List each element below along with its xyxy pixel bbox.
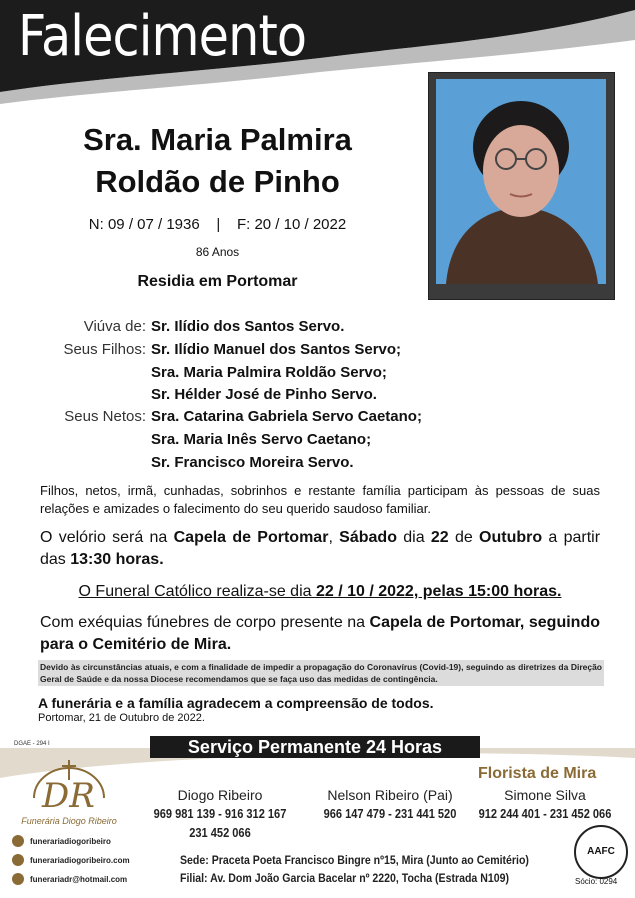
logo-text: Funerária Diogo Ribeiro	[21, 816, 117, 826]
child-name: Sra. Maria Palmira Roldão Servo;	[151, 364, 387, 381]
grandchild-name: Sr. Francisco Moreira Servo.	[151, 454, 354, 471]
exequias-text: Com exéquias fúnebres de corpo presente na Capela de Portomar, seguindo para o Cemitério de Mira.	[40, 614, 600, 653]
member-number: Sócio: 0294	[575, 877, 618, 886]
association-seal: AAFC	[574, 825, 628, 879]
social-website[interactable]: funerariadiogoribeiro.com	[12, 854, 130, 866]
widow-name: Sr. Ilídio dos Santos Servo.	[151, 318, 345, 335]
address-sede: Sede: Praceta Poeta Francisco Bingre nº15, Mira (Junto ao Cemitério)	[180, 853, 529, 867]
wake-text: O velório será na Capela de Portomar, Sábado dia 22 de Outubro a partir das 13:30 horas.	[40, 529, 601, 568]
funeral-home-logo	[14, 758, 124, 830]
child-name: Sr. Ilídio Manuel dos Santos Servo;	[151, 341, 402, 358]
grandchild-name: Sra. Maria Inês Servo Caetano;	[151, 431, 372, 448]
widow-label: Viúva de:	[83, 318, 146, 335]
contact-phone: 969 981 139 - 916 312 167	[153, 806, 287, 821]
child-name: Sr. Hélder José de Pinho Servo.	[151, 386, 377, 403]
contact-name: Nelson Ribeiro (Pai)	[327, 787, 453, 803]
page-title: Falecimento	[18, 4, 307, 69]
contact-name: Diogo Ribeiro	[177, 787, 263, 803]
dgae-code: DGAE - 294 I	[14, 741, 50, 747]
covid-notice: Devido às circunstâncias atuais, e com a finalidade de impedir a propagação do Coronavírus (Covid-19), seguindo as diretrizes da Direção Geral de Saúde e da nossa Diocese recomendamos que se faça uso das medidas de contingência.	[40, 662, 602, 684]
contact-phone: 231 452 066	[189, 825, 251, 840]
facebook-icon	[12, 835, 24, 847]
globe-icon	[12, 854, 24, 866]
address-filial: Filial: Av. Dom João Garcia Bacelar nº 2220, Tocha (Estrada N109)	[180, 871, 509, 885]
deceased-name-line1: Sra. Maria Palmira	[83, 122, 352, 157]
funeral-text: O Funeral Católico realiza-se dia 22 / 10 / 2022, pelas 15:00 horas.	[78, 583, 562, 600]
age: 86 Anos	[195, 245, 240, 259]
residence: Residia em Portomar	[137, 273, 298, 290]
social-facebook[interactable]: funerariadiogoribeiro	[12, 835, 111, 847]
social-email[interactable]: funerariadr@hotmail.com	[12, 873, 127, 885]
children-label: Seus Filhos:	[63, 341, 146, 358]
contact-phone: 966 147 479 - 231 441 520	[323, 806, 457, 821]
portrait-photo	[436, 79, 606, 284]
birth-death-dates: N: 09 / 07 / 1936 | F: 20 / 10 / 2022	[88, 216, 347, 233]
grandchild-name: Sra. Catarina Gabriela Servo Caetano;	[151, 408, 422, 425]
logo-initials: DR	[42, 776, 95, 816]
participation-text: Filhos, netos, irmã, cunhadas, sobrinhos e restante família participam às pessoas de suas relações e amizades o falecimento do seu querido saudoso familiar.	[40, 483, 600, 516]
thanks-text: A funerária e a família agradecem a compreensão de todos.	[38, 695, 434, 711]
deceased-name-line2: Roldão de Pinho	[95, 164, 340, 199]
mail-icon	[12, 873, 24, 885]
florist-name: Florista de Mira	[478, 765, 597, 782]
grandchildren-label: Seus Netos:	[64, 408, 146, 425]
place-date: Portomar, 21 de Outubro de 2022.	[38, 712, 205, 724]
service-banner: Serviço Permanente 24 Horas	[150, 736, 480, 758]
contact-phone: 912 244 401 - 231 452 066	[478, 806, 612, 821]
contact-name: Simone Silva	[504, 787, 586, 803]
